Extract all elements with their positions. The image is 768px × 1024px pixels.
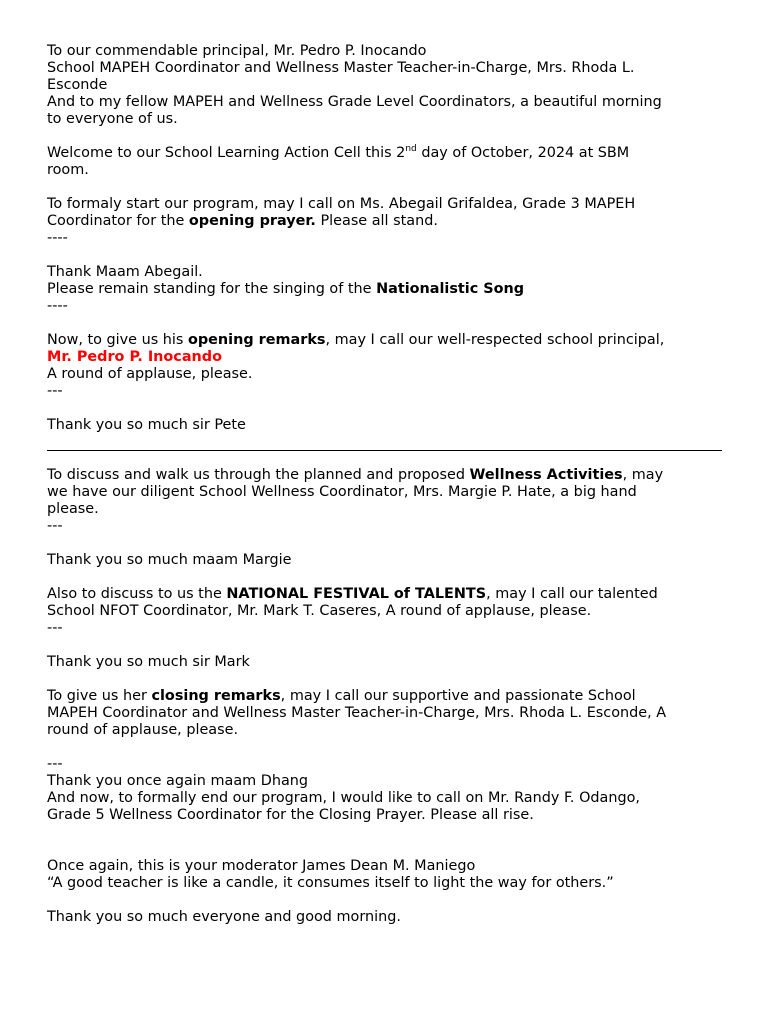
- welcome-text-post: day of October, 2024 at SBM: [416, 145, 630, 161]
- song-line: Thank Maam Abegail.: [47, 264, 203, 280]
- moderator-line: Once again, this is your moderator James Dean M. Maniego: [47, 858, 476, 874]
- nfot-paragraph: [47, 586, 724, 637]
- closing-prayer-line: And now, to formally end our program, I would like to call on Mr. Randy F. Odango,: [47, 790, 640, 806]
- nfot-line: School NFOT Coordinator, Mr. Mark T. Caseres, A round of applause, please.: [47, 603, 592, 619]
- welcome-line: room.: [47, 162, 89, 178]
- welcome-text-pre: Welcome to our School Learning Action Cell this 2: [47, 145, 406, 161]
- bold-term: NATIONAL FESTIVAL of TALENTS: [226, 586, 487, 602]
- wellness-paragraph: [47, 467, 724, 535]
- horizontal-rule: [47, 450, 722, 451]
- opening-prayer-line: [47, 213, 724, 230]
- greeting-paragraph: [47, 43, 724, 128]
- moderator-paragraph: [47, 858, 724, 892]
- greeting-line: School MAPEH Coordinator and Wellness Master Teacher-in-Charge, Mrs. Rhoda L.: [47, 60, 635, 76]
- text: Also to discuss to us the: [47, 586, 227, 602]
- text: To discuss and walk us through the planned and proposed: [47, 467, 470, 483]
- text: , may I call our well-respected school principal,: [325, 332, 665, 348]
- thanks-pete-line: Thank you so much sir Pete: [47, 417, 246, 433]
- welcome-paragraph: [47, 145, 724, 179]
- opening-remarks-line: [47, 332, 724, 349]
- text: Please all stand.: [315, 213, 438, 229]
- opening-remarks-paragraph: [47, 332, 724, 400]
- wellness-line: we have our diligent School Wellness Coordinator, Mrs. Margie P. Hate, a big hand: [47, 484, 637, 500]
- text: , may I call our talented: [486, 586, 658, 602]
- text: , may I call our supportive and passionate School: [280, 688, 636, 704]
- thanks-margie-line: Thank you so much maam Margie: [47, 552, 292, 568]
- closing-remarks-paragraph: [47, 688, 724, 739]
- bold-term: closing remarks: [151, 688, 281, 704]
- text: Coordinator for the: [47, 213, 189, 229]
- thanks-mark-line: Thank you so much sir Mark: [47, 654, 250, 670]
- closing-prayer-line: Grade 5 Wellness Coordinator for the Closing Prayer. Please all rise.: [47, 807, 534, 823]
- separator-dashes: ---: [47, 518, 63, 534]
- principal-name-highlight: Mr. Pedro P. Inocando: [47, 349, 222, 365]
- greeting-line: Esconde: [47, 77, 108, 93]
- separator-dashes: ---: [47, 383, 63, 399]
- text: Please remain standing for the singing of the: [47, 281, 377, 297]
- opening-prayer-line: To formaly start our program, may I call on Ms. Abegail Grifaldea, Grade 3 MAPEH: [47, 196, 636, 212]
- song-line: [47, 281, 724, 298]
- welcome-line: [47, 145, 724, 162]
- closing-prayer-line: Thank you once again maam Dhang: [47, 773, 309, 789]
- text: Now, to give us his: [47, 332, 188, 348]
- separator-dashes: ---: [47, 756, 63, 772]
- song-paragraph: [47, 264, 724, 315]
- separator-dashes: ----: [47, 230, 68, 246]
- opening-remarks-line: A round of applause, please.: [47, 366, 253, 382]
- ordinal-suffix: nd: [405, 144, 417, 155]
- closing-remarks-line: [47, 688, 724, 705]
- text: , may: [622, 467, 664, 483]
- wellness-line: please.: [47, 501, 99, 517]
- separator-dashes: ----: [47, 298, 68, 314]
- closing-quote: “A good teacher is like a candle, it consumes itself to light the way for others.”: [47, 875, 614, 891]
- final-greeting: Thank you so much everyone and good morning.: [47, 909, 401, 925]
- nfot-line: [47, 586, 724, 603]
- text: To give us her: [47, 688, 152, 704]
- greeting-line: And to my fellow MAPEH and Wellness Grade Level Coordinators, a beautiful morning: [47, 94, 662, 110]
- separator-dashes: ---: [47, 620, 63, 636]
- greeting-line: to everyone of us.: [47, 111, 178, 127]
- bold-term: Nationalistic Song: [376, 281, 525, 297]
- closing-prayer-paragraph: [47, 756, 724, 824]
- closing-remarks-line: round of applause, please.: [47, 722, 239, 738]
- opening-prayer-paragraph: [47, 196, 724, 247]
- bold-term: opening prayer.: [188, 213, 316, 229]
- wellness-line: [47, 467, 724, 484]
- greeting-line: To our commendable principal, Mr. Pedro P. Inocando: [47, 43, 427, 59]
- closing-remarks-line: MAPEH Coordinator and Wellness Master Teacher-in-Charge, Mrs. Rhoda L. Esconde, A: [47, 705, 667, 721]
- bold-term: Wellness Activities: [469, 467, 623, 483]
- bold-term: opening remarks: [187, 332, 326, 348]
